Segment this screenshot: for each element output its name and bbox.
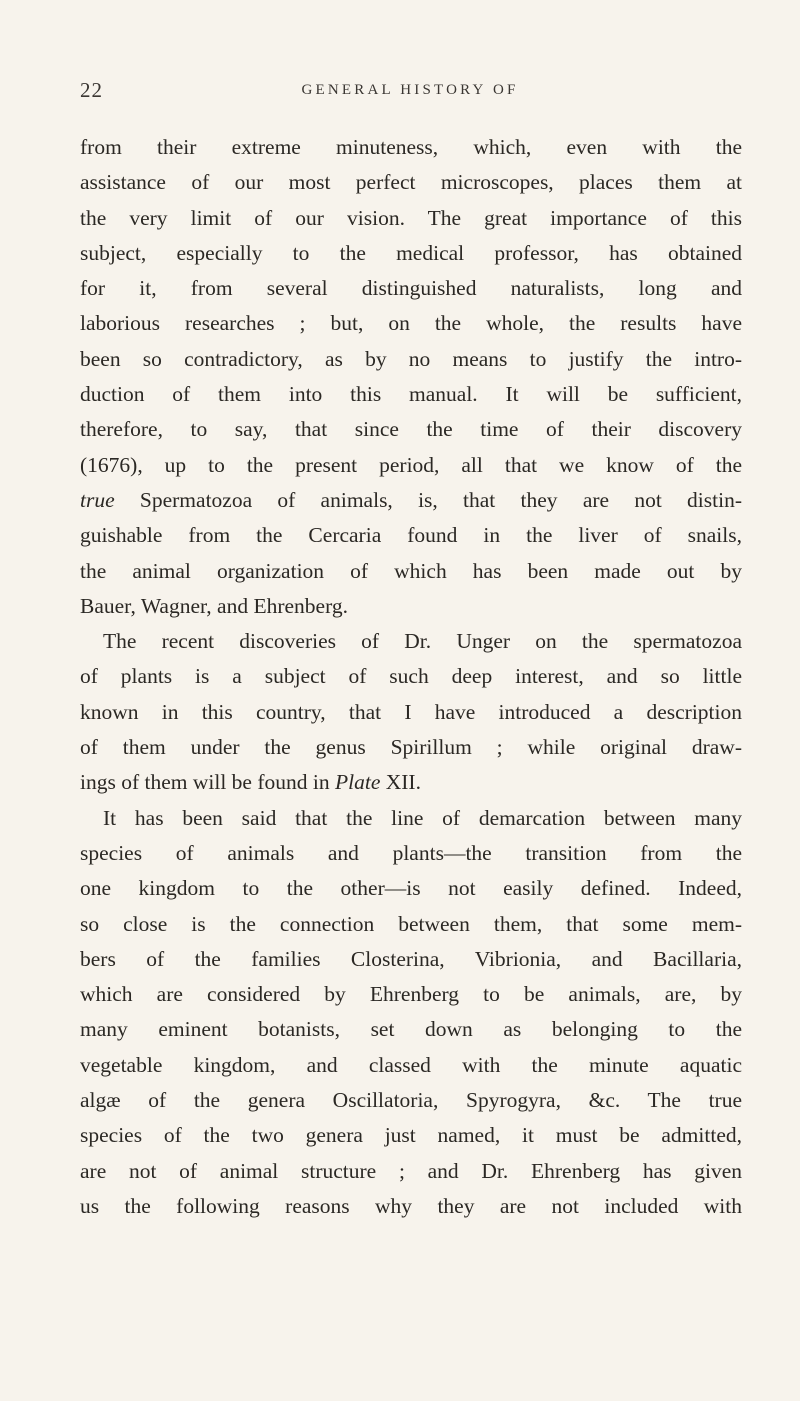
text-line: The recent discoveries of Dr. Unger on the spermatozoa: [103, 629, 742, 654]
text-line: many eminent botanists, set down as belonging to the: [80, 1017, 742, 1042]
page-header: [80, 78, 740, 112]
text-line: assistance of our most perfect microscopes, places them at: [80, 170, 742, 195]
text-line: of plants is a subject of such deep interest, and so little: [80, 664, 742, 689]
text-line: subject, especially to the medical professor, has obtained: [80, 240, 742, 265]
text-line: It has been said that the line of demarcation between many: [103, 805, 742, 830]
text-line: vegetable kingdom, and classed with the minute aquatic: [80, 1052, 742, 1077]
text-line: been so contradictory, as by no means to justify the intro-: [80, 346, 742, 371]
text-line: algæ of the genera Oscillatoria, Spyrogyra, &c. The true: [80, 1088, 742, 1113]
text-segment: Spermatozoa of animals, is, that they are not distin-: [114, 487, 742, 512]
emphasis-text: Plate: [335, 770, 381, 795]
text-line: one kingdom to the other—is not easily defined. Indeed,: [80, 876, 742, 901]
text-line: (1676), up to the present period, all that we know of the: [80, 452, 742, 477]
text-line: species of the two genera just named, it must be admitted,: [80, 1123, 742, 1148]
page-number: 22: [80, 78, 103, 102]
body-text: [80, 130, 742, 1224]
text-segment: ings of them will be found in: [80, 770, 335, 795]
running-head: GENERAL HISTORY OF: [301, 82, 519, 98]
text-line: [80, 483, 742, 518]
text-line: species of animals and plants—the transition from the: [80, 840, 742, 865]
text-line: are not of animal structure ; and Dr. Ehrenberg has given: [80, 1158, 742, 1183]
text-line: of them under the genus Spirillum ; while original draw-: [80, 735, 742, 760]
text-segment: XII.: [380, 770, 421, 795]
text-line: us the following reasons why they are not included with: [80, 1193, 742, 1218]
text-line: therefore, to say, that since the time of their discovery: [80, 417, 742, 442]
text-line: from their extreme minuteness, which, even with the: [80, 135, 742, 159]
text-line: bers of the families Closterina, Vibrionia, and Bacillaria,: [80, 946, 742, 971]
text-line: known in this country, that I have introduced a description: [80, 699, 742, 724]
text-line: so close is the connection between them, that some mem-: [80, 911, 742, 936]
text-line: for it, from several distinguished naturalists, long and: [80, 276, 742, 301]
text-line: Bauer, Wagner, and Ehrenberg.: [80, 593, 348, 618]
text-line: the animal organization of which has been made out by: [80, 558, 742, 583]
emphasis-text: true: [80, 487, 115, 512]
text-line: [80, 765, 742, 800]
text-line: which are considered by Ehrenberg to be animals, are, by: [80, 982, 742, 1007]
text-line: guishable from the Cercaria found in the liver of snails,: [80, 523, 742, 548]
text-line: laborious researches ; but, on the whole, the results have: [80, 311, 742, 336]
text-line: duction of them into this manual. It will be sufficient,: [80, 382, 742, 407]
text-line: the very limit of our vision. The great importance of this: [80, 205, 742, 230]
